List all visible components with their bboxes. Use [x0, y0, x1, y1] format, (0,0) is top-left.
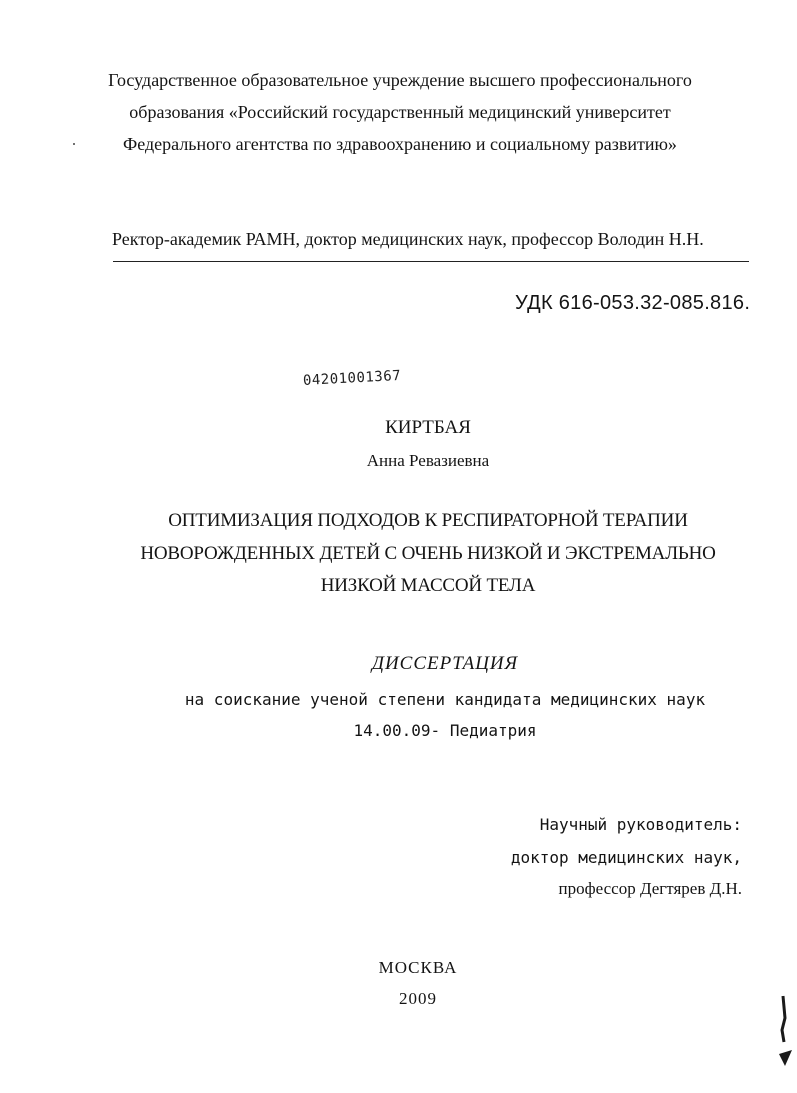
- edge-mark-stroke: [782, 996, 785, 1042]
- binding-edge-marks: [770, 990, 797, 1090]
- supervisor-name: профессор Дегтярев Д.Н.: [558, 879, 742, 898]
- registration-number: 04201001367: [302, 367, 402, 389]
- supervisor-label: Научный руководитель:: [539, 815, 742, 834]
- year: 2009: [399, 989, 437, 1008]
- horizontal-rule: [113, 261, 749, 262]
- edge-mark-arrow: [779, 1050, 792, 1066]
- title-line-2: НОВОРОЖДЕННЫХ ДЕТЕЙ С ОЧЕНЬ НИЗКОЙ И ЭКСТРЕМАЛЬНО: [140, 543, 716, 564]
- udk-code: УДК 616-053.32-085.816.: [515, 292, 751, 314]
- degree-line-1: на соискание ученой степени кандидата медицинских наук: [184, 690, 706, 709]
- document-type: ДИССЕРТАЦИЯ: [371, 653, 519, 674]
- author-given-names: Анна Ревазиевна: [366, 451, 490, 470]
- author-surname: КИРТБАЯ: [385, 417, 471, 438]
- rector-line: Ректор-академик РАМН, доктор медицинских наук, профессор Володин Н.Н.: [112, 229, 704, 249]
- institution-line-1: Государственное образовательное учреждение высшего профессионального: [108, 70, 692, 90]
- institution-line-2: образования «Российский государственный медицинский университет: [129, 102, 671, 122]
- title-line-1: ОПТИМИЗАЦИЯ ПОДХОДОВ К РЕСПИРАТОРНОЙ ТЕРАПИИ: [168, 510, 688, 531]
- institution-line-3: Федерального агентства по здравоохранению и социальному развитию»: [123, 134, 677, 154]
- city: МОСКВА: [378, 958, 458, 977]
- degree-line-2: 14.00.09- Педиатрия: [353, 721, 537, 740]
- title-line-3: НИЗКОЙ МАССОЙ ТЕЛА: [320, 575, 536, 596]
- supervisor-degree: доктор медицинских наук,: [510, 848, 742, 867]
